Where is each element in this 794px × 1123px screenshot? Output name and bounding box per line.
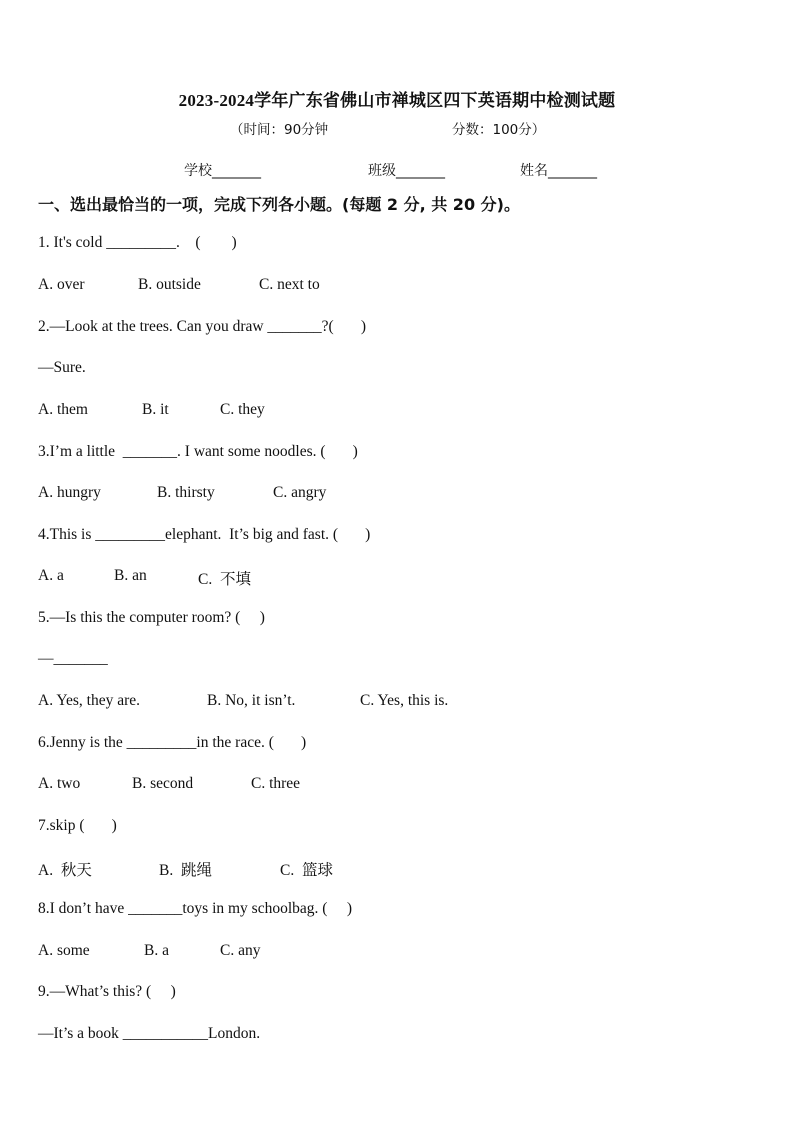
question-6: 6.Jenny is the _________in the race. ( ): [38, 734, 307, 751]
option-c: C. Yes, this is.: [360, 692, 449, 709]
question-9: 9.—What’s this? ( ): [38, 983, 176, 1000]
question-2-reply: —Sure.: [38, 359, 86, 376]
exam-title: 2023-2024学年广东省佛山市禅城区四下英语期中检测试题: [178, 91, 616, 110]
question-8: 8.I don’t have _______toys in my schoolbag. ( ): [38, 900, 352, 917]
question-9-reply: —It’s a book ___________London.: [38, 1025, 261, 1042]
question-4: 4.This is _________elephant. It’s big and fast. ( ): [38, 526, 371, 543]
option-c: C. angry: [273, 484, 327, 501]
name-field: 姓名_______: [520, 163, 597, 179]
option-c: C. any: [220, 942, 261, 959]
option-a: A. hungry: [38, 484, 101, 501]
option-b: B. second: [132, 775, 194, 792]
option-c: C. 不填: [198, 571, 251, 588]
option-c: C. they: [220, 401, 265, 418]
option-a: A. a: [38, 567, 64, 584]
option-b: B. No, it isn’t.: [207, 692, 296, 709]
option-b: B. an: [114, 567, 147, 584]
option-c: C. three: [251, 775, 301, 792]
question-5-reply: —_______: [38, 650, 108, 667]
total-score: 分数：100分）: [452, 122, 546, 138]
option-c: C. 篮球: [280, 862, 333, 879]
option-b: B. a: [144, 942, 169, 959]
section-heading: 一、选出最恰当的一项，完成下列各小题。(每题 2 分, 共 20 分)。: [38, 195, 520, 214]
option-b: B. thirsty: [157, 484, 215, 501]
option-b: B. 跳绳: [159, 862, 212, 879]
option-b: B. outside: [138, 276, 201, 293]
option-a: A. two: [38, 775, 81, 792]
school-field: 学校_______: [184, 163, 261, 179]
option-a: A. over: [38, 276, 85, 293]
question-3: 3.I’m a little _______. I want some noodles. ( ): [38, 443, 358, 460]
question-5: 5.—Is this the computer room? ( ): [38, 609, 265, 626]
option-a: A. them: [38, 401, 88, 418]
option-b: B. it: [142, 401, 169, 418]
question-7: 7.skip ( ): [38, 817, 117, 834]
class-field: 班级_______: [368, 163, 445, 179]
option-a: A. 秋天: [38, 862, 92, 879]
option-c: C. next to: [259, 276, 320, 293]
option-a: A. Yes, they are.: [38, 692, 141, 709]
question-2: 2.—Look at the trees. Can you draw _______?( ): [38, 318, 367, 335]
question-1: 1. It's cold _________. ( ): [38, 234, 237, 251]
time-limit: （时间：90分钟: [230, 122, 329, 138]
option-a: A. some: [38, 942, 90, 959]
